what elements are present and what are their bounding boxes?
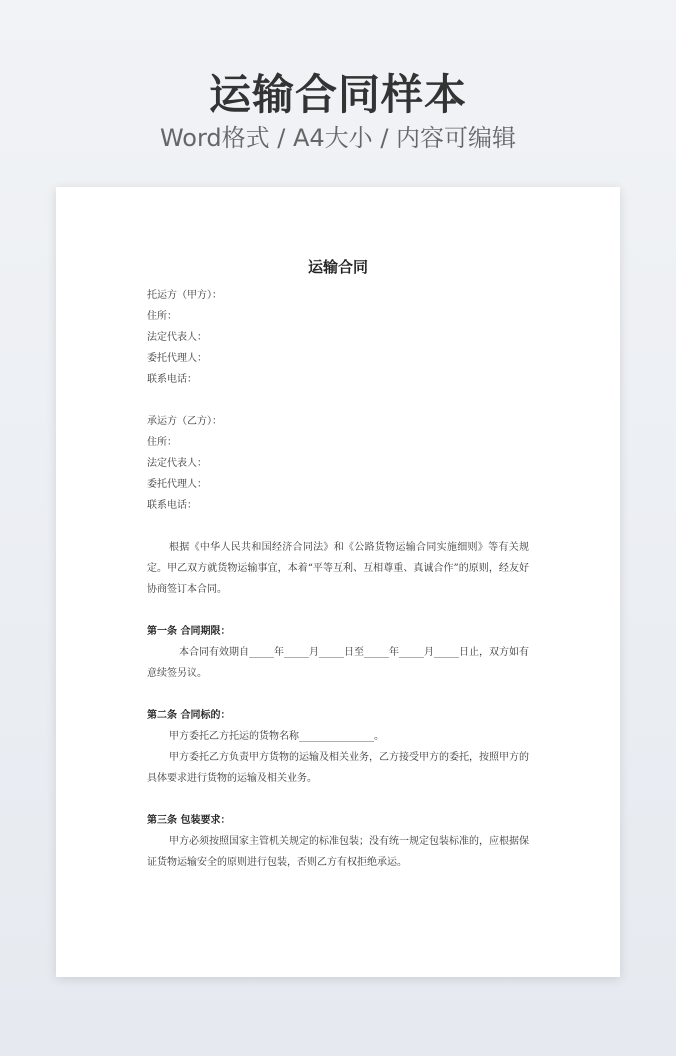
shipper-address: 住所： <box>147 311 177 322</box>
article3-body: 甲方必须按照国家主管机关规定的标准包装；没有统一规定包装标准的，应根据保证货物运输安全的原则进行包装，否则乙方有权拒绝承运。 <box>147 836 529 868</box>
article2-heading: 第二条 合同标的： <box>147 710 231 721</box>
article2-body: 甲方委托乙方负责甲方货物的运输及相关业务，乙方接受甲方的委托，按照甲方的具体要求进行货物的运输及相关业务。 <box>147 752 529 784</box>
carrier-label: 承运方（乙方）： <box>147 416 222 427</box>
carrier-block <box>147 411 529 516</box>
carrier-legal-rep: 法定代表人： <box>147 458 207 469</box>
banner-subtitle: Word格式 / A4大小 / 内容可编辑 <box>159 124 517 152</box>
document-page <box>56 187 620 977</box>
carrier-phone: 联系电话： <box>147 500 197 511</box>
shipper-agent: 委托代理人： <box>147 353 207 364</box>
carrier-address: 住所： <box>147 437 177 448</box>
article3-heading: 第三条 包装要求： <box>147 815 231 826</box>
article1-body: 本合同有效期自_____年_____月_____日至_____年_____月_____日止，双方如有意续签另议。 <box>147 647 529 679</box>
preamble-paragraph: 根据《中华人民共和国经济合同法》和《公路货物运输合同实施细则》等有关规定。甲乙双方就货物运输事宜，本着“平等互利、互相尊重、真诚合作”的原则，经友好协商签订本合同。 <box>147 542 529 595</box>
article2-line1: 甲方委托乙方托运的货物名称_______________。 <box>169 731 384 742</box>
spacer <box>147 390 529 411</box>
document-body <box>147 257 529 873</box>
carrier-agent: 委托代理人： <box>147 479 207 490</box>
article1-heading: 第一条 合同期限： <box>147 626 231 637</box>
shipper-label: 托运方（甲方）： <box>147 290 222 301</box>
shipper-legal-rep: 法定代表人： <box>147 332 207 343</box>
shipper-block <box>147 285 529 390</box>
shipper-phone: 联系电话： <box>147 374 197 385</box>
document-title: 运输合同 <box>307 258 368 276</box>
banner-title: 运输合同样本 <box>208 70 467 119</box>
